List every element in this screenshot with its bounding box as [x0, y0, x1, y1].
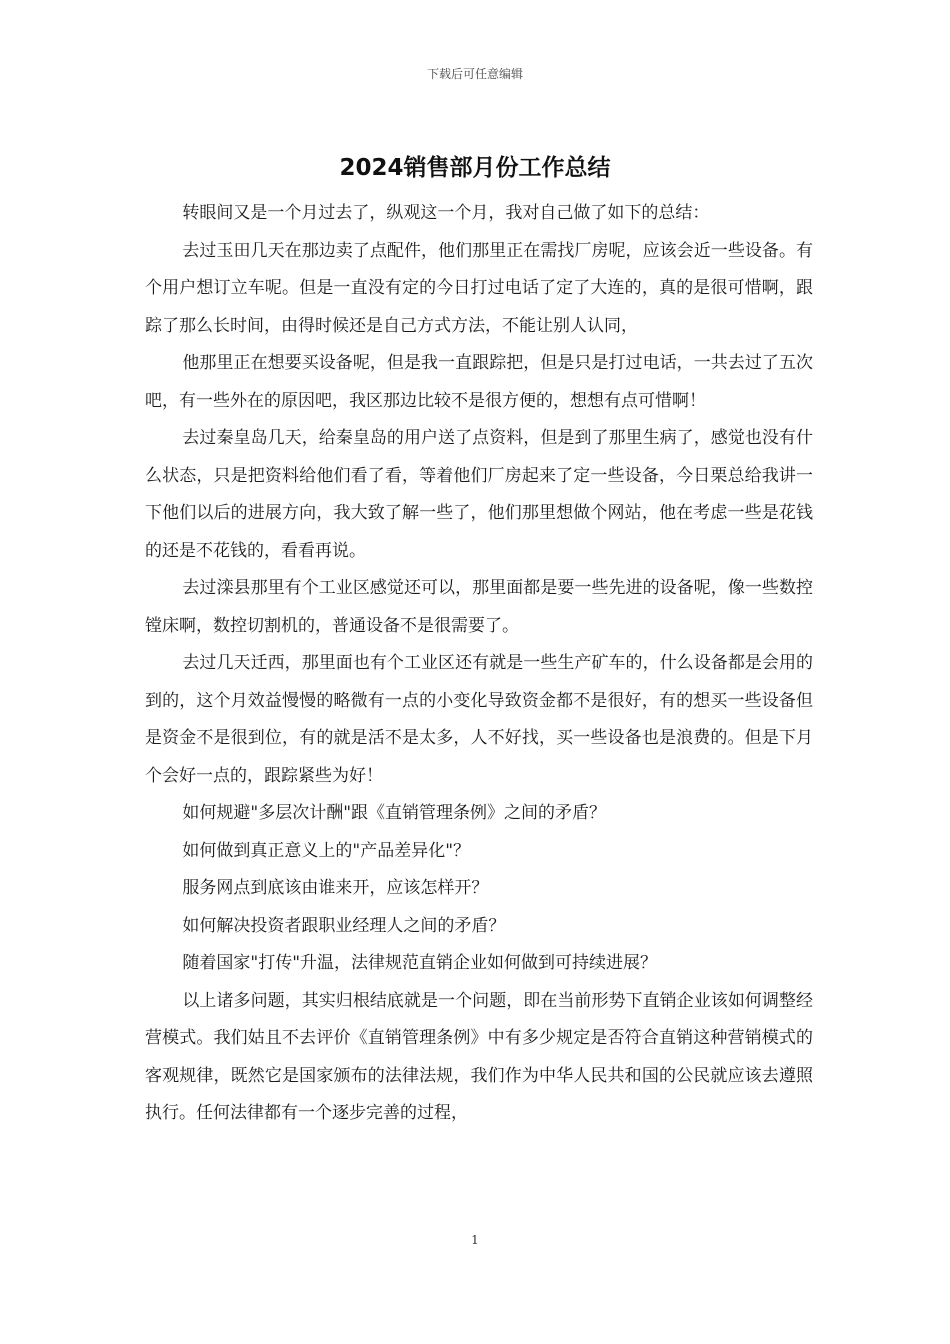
- paragraph: 转眼间又是一个月过去了，纵观这一个月，我对自己做了如下的总结：: [182, 203, 710, 223]
- paragraph: 去过滦县那里有个工业区感觉还可以，那里面都是要一些先进的设备呢，像一些数控镗床啊，数控切割机的，普通设备不是很需要了。: [145, 578, 813, 636]
- document-body: [145, 195, 813, 1133]
- paragraph: 如何规避"多层次计酬"跟《直销管理条例》之间的矛盾？: [182, 803, 607, 823]
- page-number: 1: [471, 1233, 479, 1247]
- paragraph: 以上诸多问题，其实归根结底就是一个问题，即在当前形势下直销企业该如何调整经营模式。我们姑且不去评价《直销管理条例》中有多少规定是否符合直销这种营销模式的客观规律，既然它是国家颁布的法律法规，我们作为中华人民共和国的公民就应该去遵照执行。任何法律都有一个逐步完善的过程，: [145, 990, 813, 1123]
- paragraph: 去过几天迁西，那里面也有个工业区还有就是一些生产矿车的，什么设备都是会用的到的，这个月效益慢慢的略微有一点的小变化导致资金都不是很好，有的想买一些设备但是资金不是很到位，有的就是活不是太多，人不好找，买一些设备也是浪费的。但是下月个会好一点的，跟踪紧些为好！: [145, 653, 813, 786]
- paragraph: 他那里正在想要买设备呢，但是我一直跟踪把，但是只是打过电话，一共去过了五次吧，有一些外在的原因吧，我区那边比较不是很方便的，想想有点可惜啊！: [145, 353, 813, 411]
- paragraph: 服务网点到底该由谁来开，应该怎样开？: [182, 878, 489, 898]
- paragraph: 如何做到真正意义上的"产品差异化"？: [182, 840, 471, 861]
- document-title: 2024销售部月份工作总结: [339, 155, 611, 181]
- page-header-note: 下载后可任意编辑: [426, 67, 523, 81]
- paragraph: 如何解决投资者跟职业经理人之间的矛盾？: [182, 915, 506, 936]
- paragraph: 随着国家"打传"升温，法律规范直销企业如何做到可持续进展？: [182, 953, 658, 973]
- paragraph: 去过玉田几天在那边卖了点配件，他们那里正在需找厂房呢，应该会近一些设备。有个用户想订立车呢。但是一直没有定的今日打过电话了定了大连的，真的是很可惜啊，跟踪了那么长时间，由得时候还是自己方式方法，不能让别人认同，: [145, 240, 813, 336]
- paragraph: 去过秦皇岛几天，给秦皇岛的用户送了点资料，但是到了那里生病了，感觉也没有什么状态，只是把资料给他们看了看，等着他们厂房起来了定一些设备，今日栗总给我讲一下他们以后的进展方向，我大致了解一些了，他们那里想做个网站，他在考虑一些是花钱的还是不花钱的，看看再说。: [145, 428, 813, 561]
